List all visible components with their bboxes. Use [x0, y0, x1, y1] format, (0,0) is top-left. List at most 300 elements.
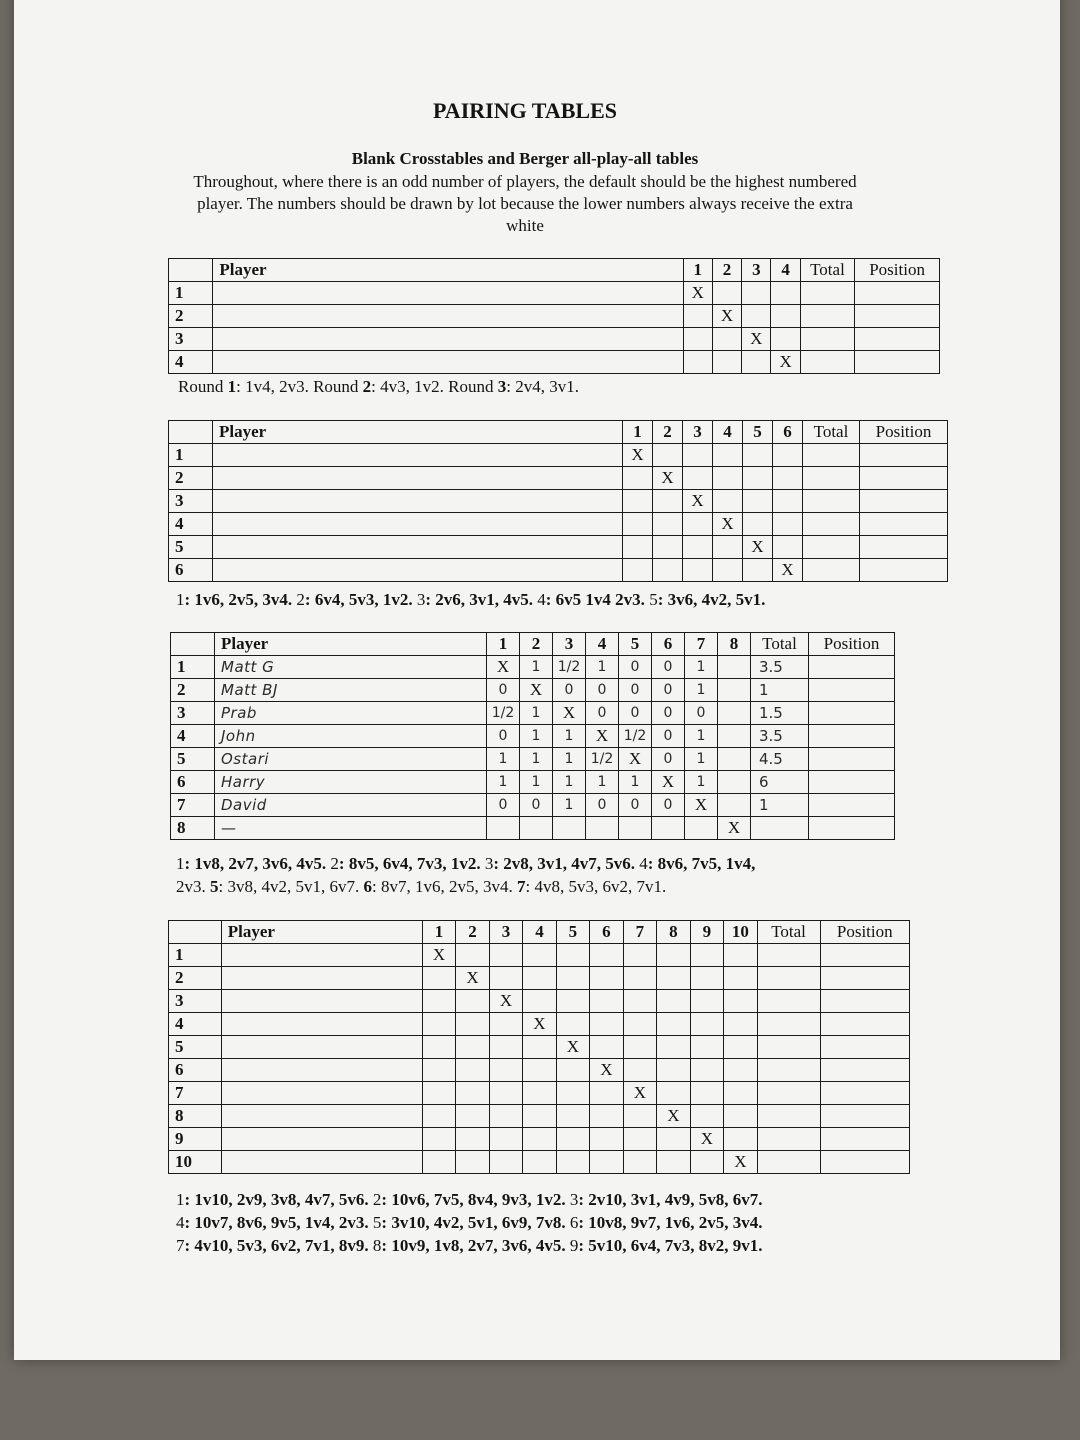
result-cell: [623, 467, 653, 490]
total-cell: [803, 536, 860, 559]
opponent-column-header: 8: [718, 633, 751, 656]
result-cell: [623, 536, 653, 559]
player-name: David: [215, 794, 487, 817]
result-cell: [683, 305, 712, 328]
schedule-line: [176, 875, 755, 898]
player-name: Prab: [215, 702, 487, 725]
schedule-line: [176, 1188, 763, 1211]
player-number: 6: [171, 771, 215, 794]
pairing-text: : 8v7, 1v6, 2v5, 3v4.: [371, 877, 517, 896]
result-cell: [489, 1059, 522, 1082]
total-column-header: Total: [757, 921, 820, 944]
total-cell: [803, 513, 860, 536]
crosstable-10-players: [168, 920, 910, 1174]
result-cell: [489, 1128, 522, 1151]
total-cell: [757, 1036, 820, 1059]
result-cell: [590, 1036, 623, 1059]
player-number: 6: [169, 1059, 222, 1082]
opponent-column-header: 4: [586, 633, 619, 656]
result-cell: [556, 1128, 589, 1151]
result-cell: [683, 559, 713, 582]
result-cell: [690, 1082, 723, 1105]
position-cell: [820, 967, 909, 990]
result-cell: [523, 967, 556, 990]
result-cell: [590, 967, 623, 990]
player-name: [213, 328, 683, 351]
player-number: 7: [171, 794, 215, 817]
result-cell: [590, 1128, 623, 1151]
total-cell: [757, 1128, 820, 1151]
result-cell: [724, 1036, 757, 1059]
position-cell: [820, 944, 909, 967]
player-number: 3: [169, 490, 213, 513]
result-cell: [713, 444, 743, 467]
diagonal-cell: X: [773, 559, 803, 582]
result-cell: 1: [619, 771, 652, 794]
result-cell: [523, 1082, 556, 1105]
diagonal-cell: X: [553, 702, 586, 725]
result-cell: [623, 990, 656, 1013]
position-cell: [855, 351, 940, 374]
round-number: 7: [516, 877, 526, 896]
result-cell: [556, 1105, 589, 1128]
pairing-text: 8: [372, 1236, 382, 1255]
player-number: 3: [171, 702, 215, 725]
result-cell: [724, 990, 757, 1013]
position-cell: [809, 725, 895, 748]
result-cell: [653, 513, 683, 536]
result-cell: [713, 559, 743, 582]
result-cell: [724, 1105, 757, 1128]
result-cell: [773, 490, 803, 513]
result-cell: [712, 351, 741, 374]
result-cell: [556, 944, 589, 967]
result-cell: [690, 1036, 723, 1059]
player-number: 4: [169, 513, 213, 536]
result-cell: [489, 1013, 522, 1036]
header-row: [171, 633, 895, 656]
page-title: PAIRING TABLES: [433, 98, 617, 123]
diagonal-cell: X: [683, 490, 713, 513]
result-cell: [683, 536, 713, 559]
result-cell: [742, 351, 771, 374]
player-name: [221, 944, 422, 967]
player-name: [213, 282, 683, 305]
player-name: [221, 967, 422, 990]
round-number: : 1v6, 2v5, 3v4.: [184, 590, 297, 609]
round-number: : 6v4, 5v3, 1v2.: [304, 590, 417, 609]
result-cell: [623, 513, 653, 536]
result-cell: [773, 536, 803, 559]
total-cell: [757, 1013, 820, 1036]
result-cell: 0: [586, 794, 619, 817]
pairing-text: 5: [649, 590, 658, 609]
result-cell: 1: [553, 794, 586, 817]
player-number: 8: [169, 1105, 222, 1128]
total-cell: [800, 351, 854, 374]
result-cell: [586, 817, 619, 840]
player-number: 4: [169, 351, 213, 374]
pairing-schedule-4-players: [178, 375, 579, 398]
pairing-text: 1: [176, 590, 185, 609]
result-cell: [556, 1059, 589, 1082]
opponent-column-header: 2: [456, 921, 489, 944]
total-cell: [757, 1105, 820, 1128]
round-number: : 2v6, 3v1, 4v5.: [425, 590, 538, 609]
schedule-line: [178, 375, 579, 398]
total-cell: [757, 1082, 820, 1105]
player-row: [169, 559, 948, 582]
pairing-text: 2: [330, 854, 339, 873]
player-number: 9: [169, 1128, 222, 1151]
player-number: 5: [169, 1036, 222, 1059]
result-cell: [657, 1013, 690, 1036]
result-cell: [590, 1013, 623, 1036]
round-number: 5: [210, 877, 219, 896]
player-number: 2: [169, 967, 222, 990]
diagonal-cell: X: [489, 990, 522, 1013]
pairing-text: 9: [569, 1236, 579, 1255]
round-number: : 4v10, 5v3, 6v2, 7v1, 8v9.: [184, 1236, 373, 1255]
page-subtitle: Blank Crosstables and Berger all-play-all tables: [351, 149, 699, 168]
round-number: : 10v8, 9v7, 1v6, 2v5, 3v4.: [578, 1213, 763, 1232]
pairing-text: : 2v4, 3v1.: [506, 377, 579, 396]
result-cell: [724, 944, 757, 967]
result-cell: 0: [652, 725, 685, 748]
opponent-column-header: 4: [771, 259, 800, 282]
result-cell: [422, 1036, 455, 1059]
pairing-schedule-8-players: [176, 852, 755, 898]
header-row: [169, 259, 940, 282]
pairing-text: 3: [484, 854, 494, 873]
result-cell: [657, 1036, 690, 1059]
player-row: [169, 1105, 910, 1128]
opponent-column-header: 1: [422, 921, 455, 944]
opponent-column-header: 2: [520, 633, 553, 656]
position-cell: [860, 513, 948, 536]
position-cell: [809, 794, 895, 817]
opponent-column-header: 3: [742, 259, 771, 282]
round-number: : 8v6, 7v5, 1v4,: [647, 854, 756, 873]
opponent-column-header: 3: [489, 921, 522, 944]
player-number: 5: [171, 748, 215, 771]
opponent-column-header: 7: [623, 921, 656, 944]
player-name: [221, 1128, 422, 1151]
player-number: 7: [169, 1082, 222, 1105]
player-row: [171, 725, 895, 748]
player-name: [221, 1013, 422, 1036]
player-row: [169, 351, 940, 374]
result-cell: [523, 1036, 556, 1059]
result-cell: 0: [553, 679, 586, 702]
diagonal-cell: X: [690, 1128, 723, 1151]
result-cell: [422, 967, 455, 990]
player-number: 1: [169, 944, 222, 967]
result-cell: [657, 1128, 690, 1151]
result-cell: [623, 559, 653, 582]
pairing-text: 2v3.: [176, 877, 210, 896]
result-cell: [556, 1082, 589, 1105]
opponent-column-header: 5: [556, 921, 589, 944]
diagonal-cell: X: [685, 794, 718, 817]
player-name: [221, 1151, 422, 1174]
total-cell: [803, 444, 860, 467]
result-cell: 1: [553, 771, 586, 794]
position-cell: [860, 536, 948, 559]
total-cell: [757, 944, 820, 967]
result-cell: [771, 282, 800, 305]
total-column-header: Total: [803, 421, 860, 444]
diagonal-cell: X: [724, 1151, 757, 1174]
player-row: [169, 967, 910, 990]
opponent-column-header: 4: [523, 921, 556, 944]
player-number: 1: [169, 444, 213, 467]
result-cell: 0: [652, 679, 685, 702]
pairing-text: 1: [176, 1190, 185, 1209]
round-number: : 3v6, 4v2, 5v1.: [657, 590, 766, 609]
player-row: [169, 444, 948, 467]
corner-cell: [171, 633, 215, 656]
player-name: [221, 1082, 422, 1105]
result-cell: 1/2: [487, 702, 520, 725]
opponent-column-header: 9: [690, 921, 723, 944]
opponent-column-header: 5: [743, 421, 773, 444]
result-cell: [422, 1151, 455, 1174]
result-cell: [713, 467, 743, 490]
diagonal-cell: X: [742, 328, 771, 351]
player-name: [213, 351, 683, 374]
player-name: Matt G: [215, 656, 487, 679]
result-cell: [556, 990, 589, 1013]
player-row: [171, 656, 895, 679]
result-cell: 1: [520, 748, 553, 771]
opponent-column-header: 10: [724, 921, 757, 944]
result-cell: 0: [685, 702, 718, 725]
result-cell: [718, 656, 751, 679]
total-column-header: Total: [751, 633, 809, 656]
result-cell: [718, 702, 751, 725]
player-number: 10: [169, 1151, 222, 1174]
player-number: 2: [169, 305, 213, 328]
result-cell: [590, 1105, 623, 1128]
schedule-line: [176, 588, 765, 611]
diagonal-cell: X: [652, 771, 685, 794]
result-cell: [653, 559, 683, 582]
result-cell: 0: [487, 679, 520, 702]
result-cell: 1: [520, 725, 553, 748]
schedule-line: [176, 1234, 763, 1257]
result-cell: [590, 990, 623, 1013]
crosstable-8-players: [170, 632, 895, 840]
position-cell: [809, 817, 895, 840]
player-name: [221, 1059, 422, 1082]
result-cell: [690, 1059, 723, 1082]
result-cell: [590, 1082, 623, 1105]
result-cell: [685, 817, 718, 840]
pairing-text: 2: [296, 590, 305, 609]
position-cell: [860, 490, 948, 513]
opponent-column-header: 5: [619, 633, 652, 656]
total-cell: [757, 967, 820, 990]
opponent-column-header: 1: [487, 633, 520, 656]
result-cell: [771, 328, 800, 351]
opponent-column-header: 2: [653, 421, 683, 444]
result-cell: [590, 944, 623, 967]
result-cell: [553, 817, 586, 840]
total-cell: [803, 467, 860, 490]
result-cell: 0: [487, 794, 520, 817]
player-name: [213, 467, 623, 490]
result-cell: [623, 1128, 656, 1151]
player-number: 1: [171, 656, 215, 679]
player-name: [221, 990, 422, 1013]
player-row: [171, 748, 895, 771]
pairing-text: 4: [639, 854, 648, 873]
pairing-text: Round: [178, 377, 228, 396]
result-cell: [724, 1013, 757, 1036]
result-cell: [487, 817, 520, 840]
result-cell: [523, 1128, 556, 1151]
result-cell: [623, 1105, 656, 1128]
round-number: 6: [363, 877, 372, 896]
total-cell: [757, 1059, 820, 1082]
result-cell: [743, 490, 773, 513]
diagonal-cell: X: [623, 444, 653, 467]
total-cell: 1: [751, 679, 809, 702]
round-number: : 5v10, 6v4, 7v3, 8v2, 9v1.: [578, 1236, 763, 1255]
player-number: 3: [169, 990, 222, 1013]
player-row: [169, 1036, 910, 1059]
player-row: [169, 1128, 910, 1151]
corner-cell: [169, 259, 213, 282]
diagonal-cell: X: [456, 967, 489, 990]
pairing-text: 7: [176, 1236, 185, 1255]
player-name: [213, 444, 623, 467]
pairing-text: : 3v8, 4v2, 5v1, 6v7.: [218, 877, 364, 896]
player-name: [213, 536, 623, 559]
result-cell: [690, 990, 723, 1013]
player-column-header: Player: [215, 633, 487, 656]
result-cell: [713, 490, 743, 513]
result-cell: 0: [520, 794, 553, 817]
position-cell: [820, 1128, 909, 1151]
position-cell: [820, 1059, 909, 1082]
corner-cell: [169, 921, 222, 944]
total-cell: [803, 559, 860, 582]
player-row: [171, 817, 895, 840]
opponent-column-header: 6: [590, 921, 623, 944]
result-cell: [683, 328, 712, 351]
opponent-column-header: 8: [657, 921, 690, 944]
result-cell: 1: [553, 748, 586, 771]
position-cell: [820, 1036, 909, 1059]
result-cell: [489, 944, 522, 967]
total-cell: 3.5: [751, 656, 809, 679]
total-cell: [757, 1151, 820, 1174]
player-name: [213, 490, 623, 513]
total-cell: [800, 328, 854, 351]
player-row: [169, 1151, 910, 1174]
result-cell: 1: [520, 771, 553, 794]
pairing-text: 3: [416, 590, 426, 609]
result-cell: [690, 1013, 723, 1036]
result-cell: [456, 1082, 489, 1105]
player-number: 5: [169, 536, 213, 559]
result-cell: [456, 1128, 489, 1151]
intro-paragraph: Throughout, where there is an odd number of players, the default should be the highest numbered player. The numbers should be drawn by lot because the lower numbers always receive the extra white: [193, 172, 857, 235]
position-cell: [855, 305, 940, 328]
opponent-column-header: 3: [683, 421, 713, 444]
result-cell: [523, 990, 556, 1013]
diagonal-cell: X: [712, 305, 741, 328]
result-cell: [657, 944, 690, 967]
player-name: Harry: [215, 771, 487, 794]
diagonal-cell: X: [523, 1013, 556, 1036]
result-cell: [743, 513, 773, 536]
player-number: 4: [171, 725, 215, 748]
round-number: : 3v10, 4v2, 5v1, 6v9, 7v8.: [381, 1213, 570, 1232]
diagonal-cell: X: [590, 1059, 623, 1082]
result-cell: [623, 1036, 656, 1059]
position-column-header: Position: [855, 259, 940, 282]
result-cell: [718, 771, 751, 794]
total-cell: [800, 305, 854, 328]
result-cell: 1: [586, 656, 619, 679]
player-name: [221, 1105, 422, 1128]
opponent-column-header: 7: [685, 633, 718, 656]
total-cell: [803, 490, 860, 513]
player-name: John: [215, 725, 487, 748]
total-cell: 3.5: [751, 725, 809, 748]
player-name: [213, 513, 623, 536]
diagonal-cell: X: [520, 679, 553, 702]
total-cell: 1.5: [751, 702, 809, 725]
result-cell: 1: [685, 656, 718, 679]
result-cell: 1: [487, 771, 520, 794]
result-cell: [742, 282, 771, 305]
diagonal-cell: X: [657, 1105, 690, 1128]
result-cell: 1/2: [619, 725, 652, 748]
round-number: : 10v9, 1v8, 2v7, 3v6, 4v5.: [381, 1236, 570, 1255]
player-number: 3: [169, 328, 213, 351]
result-cell: 0: [619, 794, 652, 817]
result-cell: 0: [487, 725, 520, 748]
result-cell: [718, 748, 751, 771]
result-cell: [556, 967, 589, 990]
result-cell: [724, 1082, 757, 1105]
result-cell: [489, 1036, 522, 1059]
result-cell: 1: [685, 679, 718, 702]
result-cell: [456, 1151, 489, 1174]
result-cell: 1: [685, 725, 718, 748]
diagonal-cell: X: [653, 467, 683, 490]
result-cell: [724, 1128, 757, 1151]
player-number: 8: [171, 817, 215, 840]
position-cell: [820, 1013, 909, 1036]
result-cell: [556, 1151, 589, 1174]
position-cell: [820, 1082, 909, 1105]
player-row: [171, 702, 895, 725]
header-row: [169, 421, 948, 444]
result-cell: [489, 1105, 522, 1128]
diagonal-cell: X: [422, 944, 455, 967]
result-cell: [742, 305, 771, 328]
result-cell: [422, 990, 455, 1013]
player-number: 1: [169, 282, 213, 305]
position-cell: [860, 467, 948, 490]
result-cell: [456, 1059, 489, 1082]
diagonal-cell: X: [683, 282, 712, 305]
